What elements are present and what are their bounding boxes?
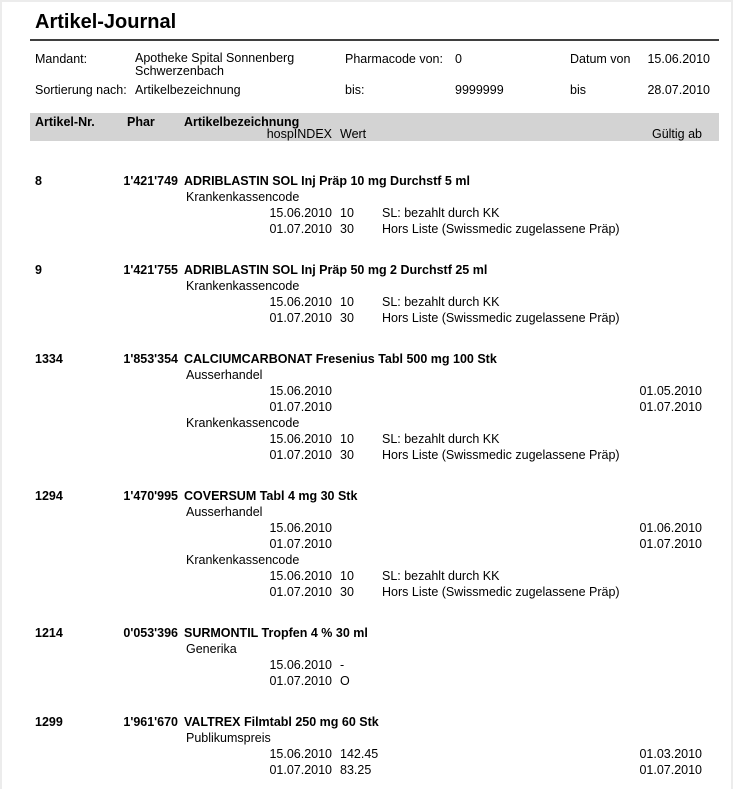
change-wert: 30 (340, 222, 354, 236)
article-pharmacode: 1'470'995 (123, 489, 178, 503)
article-pharmacode: 1'421'749 (123, 174, 178, 188)
change-gueltig-ab: 01.06.2010 (639, 521, 702, 535)
change-description: Hors Liste (Swissmedic zugelassene Präp) (382, 311, 620, 325)
change-group-label-row (30, 505, 719, 521)
change-group-label: Generika (186, 642, 237, 656)
change-group-label: Ausserhandel (186, 505, 263, 519)
change-group (30, 416, 719, 464)
change-group (30, 505, 719, 553)
change-group-rows (30, 206, 719, 238)
datum-von-label: Datum von (570, 52, 631, 66)
article-groups (30, 190, 719, 238)
change-row (30, 537, 719, 553)
change-group-label: Krankenkassencode (186, 190, 300, 204)
change-description: SL: bezahlt durch KK (382, 432, 500, 446)
change-date: 01.07.2010 (269, 448, 332, 462)
change-date: 01.07.2010 (269, 537, 332, 551)
article-pharmacode: 1'961'670 (123, 715, 178, 729)
pharmacode-bis-label: bis: (345, 83, 365, 97)
article-groups (30, 505, 719, 601)
change-date: 15.06.2010 (269, 747, 332, 761)
pharmacode-von-label: Pharmacode von: (345, 52, 443, 66)
change-description: SL: bezahlt durch KK (382, 295, 500, 309)
article-number: 9 (35, 263, 42, 277)
change-wert: 10 (340, 569, 354, 583)
article-pharmacode: 1'421'755 (123, 263, 178, 277)
table-header-band (30, 113, 719, 141)
change-row (30, 747, 719, 763)
change-wert: 30 (340, 585, 354, 599)
change-group-label: Krankenkassencode (186, 416, 300, 430)
mandant-value: Apotheke Spital Sonnenberg Schwerzenbach (135, 51, 295, 78)
change-group-rows (30, 747, 719, 779)
article-groups (30, 279, 719, 327)
change-wert: 10 (340, 432, 354, 446)
change-group-label-row (30, 279, 719, 295)
change-date: 15.06.2010 (269, 432, 332, 446)
change-date: 01.07.2010 (269, 585, 332, 599)
article-pharmacode: 0'053'396 (123, 626, 178, 640)
change-group-label-row (30, 190, 719, 206)
change-date: 15.06.2010 (269, 658, 332, 672)
change-group-label-row (30, 731, 719, 747)
change-group-rows (30, 432, 719, 464)
article-title-row (30, 352, 719, 368)
change-wert: 10 (340, 206, 354, 220)
article-entry (30, 489, 719, 601)
article-number: 1334 (35, 352, 63, 366)
article-title-row (30, 263, 719, 279)
change-group-rows (30, 521, 719, 553)
change-date: 15.06.2010 (269, 384, 332, 398)
article-entry (30, 626, 719, 690)
article-title-row (30, 489, 719, 505)
article-entry (30, 263, 719, 327)
change-date: 15.06.2010 (269, 295, 332, 309)
datum-von-value: 15.06.2010 (647, 52, 710, 66)
change-group-label-row (30, 642, 719, 658)
article-groups (30, 368, 719, 464)
article-entry (30, 174, 719, 238)
article-number: 1214 (35, 626, 63, 640)
change-row (30, 432, 719, 448)
change-description: Hors Liste (Swissmedic zugelassene Präp) (382, 222, 620, 236)
change-row (30, 521, 719, 537)
pharmacode-von-value: 0 (455, 52, 462, 66)
change-wert: 30 (340, 448, 354, 462)
change-wert: O (340, 674, 350, 688)
change-gueltig-ab: 01.07.2010 (639, 400, 702, 414)
page-title: Artikel-Journal (35, 11, 177, 33)
change-group-rows (30, 658, 719, 690)
change-gueltig-ab: 01.05.2010 (639, 384, 702, 398)
change-group-label: Ausserhandel (186, 368, 263, 382)
article-title-row (30, 626, 719, 642)
article-pharmacode: 1'853'354 (123, 352, 178, 366)
change-date: 15.06.2010 (269, 521, 332, 535)
change-wert: 10 (340, 295, 354, 309)
article-title-row (30, 174, 719, 190)
change-description: SL: bezahlt durch KK (382, 569, 500, 583)
article-number: 1294 (35, 489, 63, 503)
article-description: SURMONTIL Tropfen 4 % 30 ml (184, 626, 368, 640)
change-wert: 142.45 (340, 747, 379, 761)
change-date: 01.07.2010 (269, 674, 332, 688)
change-description: SL: bezahlt durch KK (382, 206, 500, 220)
change-group-label-row (30, 553, 719, 569)
column-header-artikelbezeichnung: Artikelbezeichnung (184, 115, 300, 129)
change-group (30, 368, 719, 416)
article-number: 1299 (35, 715, 63, 729)
change-row (30, 763, 719, 779)
article-number: 8 (35, 174, 42, 188)
change-gueltig-ab: 01.07.2010 (639, 763, 702, 777)
change-row (30, 400, 719, 416)
change-date: 15.06.2010 (269, 206, 332, 220)
change-row (30, 222, 719, 238)
change-group (30, 190, 719, 238)
change-row (30, 585, 719, 601)
change-date: 01.07.2010 (269, 400, 332, 414)
change-date: 01.07.2010 (269, 311, 332, 325)
change-wert: - (340, 658, 345, 672)
change-gueltig-ab: 01.07.2010 (639, 537, 702, 551)
change-row (30, 295, 719, 311)
change-row (30, 384, 719, 400)
column-header-phar: Phar (127, 115, 155, 129)
article-groups (30, 642, 719, 690)
mandant-label: Mandant: (35, 52, 88, 66)
entries-list (30, 174, 719, 789)
article-entry (30, 352, 719, 464)
change-date: 01.07.2010 (269, 763, 332, 777)
article-title-row (30, 715, 719, 731)
article-groups (30, 731, 719, 779)
change-group-label-row (30, 416, 719, 432)
change-row (30, 674, 719, 690)
change-group-rows (30, 295, 719, 327)
article-description: CALCIUMCARBONAT Fresenius Tabl 500 mg 100 Stk (184, 352, 497, 366)
sortierung-value: Artikelbezeichnung (135, 83, 241, 97)
change-description: Hors Liste (Swissmedic zugelassene Präp) (382, 585, 620, 599)
article-entry (30, 715, 719, 779)
datum-bis-label: bis (570, 83, 586, 97)
change-group-rows (30, 384, 719, 416)
change-row (30, 658, 719, 674)
datum-bis-value: 28.07.2010 (647, 83, 710, 97)
change-date: 15.06.2010 (269, 569, 332, 583)
pharmacode-bis-value: 9999999 (455, 83, 504, 97)
change-group (30, 642, 719, 690)
change-group-label: Krankenkassencode (186, 553, 300, 567)
change-group-label: Krankenkassencode (186, 279, 300, 293)
change-row (30, 206, 719, 222)
article-description: COVERSUM Tabl 4 mg 30 Stk (184, 489, 358, 503)
change-wert: 83.25 (340, 763, 372, 777)
change-row (30, 569, 719, 585)
column-header-hospindex: hospINDEX (266, 127, 332, 141)
change-description: Hors Liste (Swissmedic zugelassene Präp) (382, 448, 620, 462)
change-wert: 30 (340, 311, 354, 325)
change-group (30, 553, 719, 601)
change-date: 01.07.2010 (269, 222, 332, 236)
article-description: VALTREX Filmtabl 250 mg 60 Stk (184, 715, 379, 729)
change-group (30, 731, 719, 779)
change-group-label: Publikumspreis (186, 731, 271, 745)
column-header-wert: Wert (340, 127, 367, 141)
change-group-rows (30, 569, 719, 601)
change-gueltig-ab: 01.03.2010 (639, 747, 702, 761)
change-row (30, 448, 719, 464)
change-group (30, 279, 719, 327)
sortierung-label: Sortierung nach: (35, 83, 127, 97)
title-rule (30, 39, 719, 41)
change-group-label-row (30, 368, 719, 384)
change-row (30, 311, 719, 327)
article-description: ADRIBLASTIN SOL Inj Präp 10 mg Durchstf 5 ml (184, 174, 470, 188)
article-description: ADRIBLASTIN SOL Inj Präp 50 mg 2 Durchstf 25 ml (184, 263, 488, 277)
column-header-gueltig-ab: Gültig ab (651, 127, 702, 141)
column-header-artikel-nr: Artikel-Nr. (35, 115, 95, 129)
